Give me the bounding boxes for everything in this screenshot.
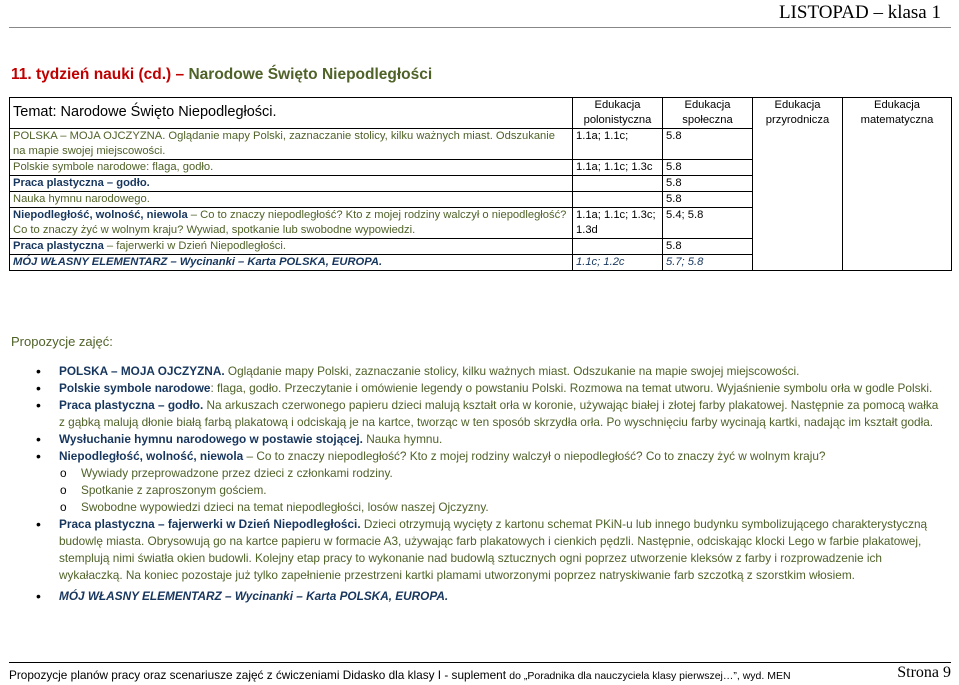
- proposals-title: Propozycje zajęć:: [11, 334, 113, 349]
- row-spoleczna: 5.7; 5.8: [663, 255, 753, 271]
- section-dash: –: [175, 66, 185, 83]
- sub-list-item: o Swobodne wypowiedzi dzieci na temat niepodległości, losów naszej Ojczyzny.: [0, 499, 940, 516]
- list-item: • Niepodległość, wolność, niewola – Co to znaczy niepodległość? Kto z mojej rodziny walczył o niepodległość? Co to znaczy żyć w wolnym kraju?: [0, 448, 940, 465]
- topic-text: Temat: Narodowe Święto Niepodległości.: [13, 104, 277, 120]
- row-polonistyczna: 1.1c; 1.2c: [573, 255, 663, 271]
- col-header-spoleczna: Edukacja społeczna: [663, 98, 753, 129]
- row-content: Praca plastyczna – godło.: [10, 176, 573, 192]
- topic-cell: [10, 98, 573, 129]
- row-spoleczna: 5.8: [663, 192, 753, 208]
- list-item: • POLSKA – MOJA OJCZYZNA. Oglądanie mapy Polski, zaznaczanie stolicy, kilku ważnych miast. Odszukanie na mapie swojej miejscowości.: [0, 363, 940, 380]
- row-polonistyczna: [573, 192, 663, 208]
- row-polonistyczna: 1.1a; 1.1c;: [573, 129, 663, 160]
- page-header-title: LISTOPAD – klasa 1: [778, 2, 941, 23]
- footer-divider: [9, 662, 951, 663]
- row-content: Nauka hymnu narodowego.: [10, 192, 573, 208]
- row-polonistyczna: 1.1a; 1.1c; 1.3c: [573, 160, 663, 176]
- section-heading: [11, 66, 432, 84]
- col-header-polonistyczna: Edukacja polonistyczna: [573, 98, 663, 129]
- footer-text: [9, 668, 791, 682]
- list-item: • Polskie symbole narodowe: flaga, godło. Przeczytanie i omówienie legendy o powstaniu Polski. Rozmowa na temat utworu. Wyjaśnienie symbolu orła w godle Polski.: [0, 380, 940, 397]
- table-header-row: [10, 98, 952, 129]
- row-polonistyczna: [573, 176, 663, 192]
- footer-main: Propozycje planów pracy oraz scenariusze zajęć z ćwiczeniami Didasko dla klasy I - suplement: [9, 668, 510, 682]
- page-number: Strona 9: [897, 664, 951, 681]
- list-item: • Praca plastyczna – fajerwerki w Dzień Niepodległości. Dzieci otrzymują wycięty z kartonu schemat PKiN-u lub innego budynku symbolizującego charakterystyczną budowlę miasta. Obrysowują go na kartce papieru w formacie A3, używając farb plakatowych i cienkich pędzli. Następnie, odciskając klocki Lego w farbie plakatowej, stemplują nimi światła okien budowli. Kolejny etap pracy to wykonanie nad budowlą sztucznych ogni poprzez utworzenie kleksów z farby i rozprowadzenie ich wykałaczką. Na koniec pozostaje już tylko zapełnienie przestrzeni kartki plamami utworzonymi poprzez natryskiwanie farb szczotką z szorstkim włosiem.: [0, 516, 940, 584]
- row-spoleczna: 5.8: [663, 160, 753, 176]
- lesson-plan-table: [9, 97, 952, 271]
- list-item: • Praca plastyczna – godło. Na arkuszach czerwonego papieru dzieci malują kształt orła w koronie, używając białej i złotej farby plakatowej. Następnie za pomocą wałka z gąbką malują dłonie białą farbą plakatową i odciskają je na kartce, tworząc w ten sposób skrzydła orła. Po wyschnięciu farby wycinają kartki, nadając im kształt godła.: [0, 397, 940, 431]
- row-content: Praca plastyczna – fajerwerki w Dzień Niepodległości.: [10, 239, 573, 255]
- row-content: POLSKA – MOJA OJCZYZNA. Oglądanie mapy Polski, zaznaczanie stolicy, kilku ważnych miast. Odszukanie na mapie swojej miejscowości.: [10, 129, 573, 160]
- row-content: MÓJ WŁASNY ELEMENTARZ – Wycinanki – Karta POLSKA, EUROPA.: [10, 255, 573, 271]
- footer-small: do „Poradnika dla nauczyciela klasy pierwszej…”, wyd. MEN: [509, 670, 791, 682]
- col-header-przyrodnicza: Edukacja przyrodnicza: [753, 98, 843, 271]
- row-spoleczna: 5.8: [663, 176, 753, 192]
- header-divider: [9, 27, 951, 28]
- row-polonistyczna: 1.1a; 1.1c; 1.3c; 1.3d: [573, 208, 663, 239]
- row-spoleczna: 5.4; 5.8: [663, 208, 753, 239]
- list-item: • Wysłuchanie hymnu narodowego w postawie stojącej. Nauka hymnu.: [0, 431, 940, 448]
- row-content: Niepodległość, wolność, niewola – Co to znaczy niepodległość? Kto z mojej rodziny walczył o niepodległość? Co to znaczy żyć w wolnym kraju? Wywiad, spotkanie lub swobodne wypowiedzi.: [10, 208, 573, 239]
- row-spoleczna: 5.8: [663, 129, 753, 160]
- col-header-matematyczna: Edukacja matematyczna: [843, 98, 952, 271]
- row-spoleczna: 5.8: [663, 239, 753, 255]
- row-content: Polskie symbole narodowe: flaga, godło.: [10, 160, 573, 176]
- list-item: • MÓJ WŁASNY ELEMENTARZ – Wycinanki – Karta POLSKA, EUROPA.: [0, 588, 940, 605]
- section-number: 11. tydzień nauki (cd.): [11, 66, 172, 83]
- proposals-list: [0, 363, 940, 605]
- sub-list-item: o Wywiady przeprowadzone przez dzieci z członkami rodziny.: [0, 465, 940, 482]
- sub-list-item: o Spotkanie z zaproszonym gościem.: [0, 482, 940, 499]
- row-polonistyczna: [573, 239, 663, 255]
- section-name: Narodowe Święto Niepodległości: [188, 66, 433, 83]
